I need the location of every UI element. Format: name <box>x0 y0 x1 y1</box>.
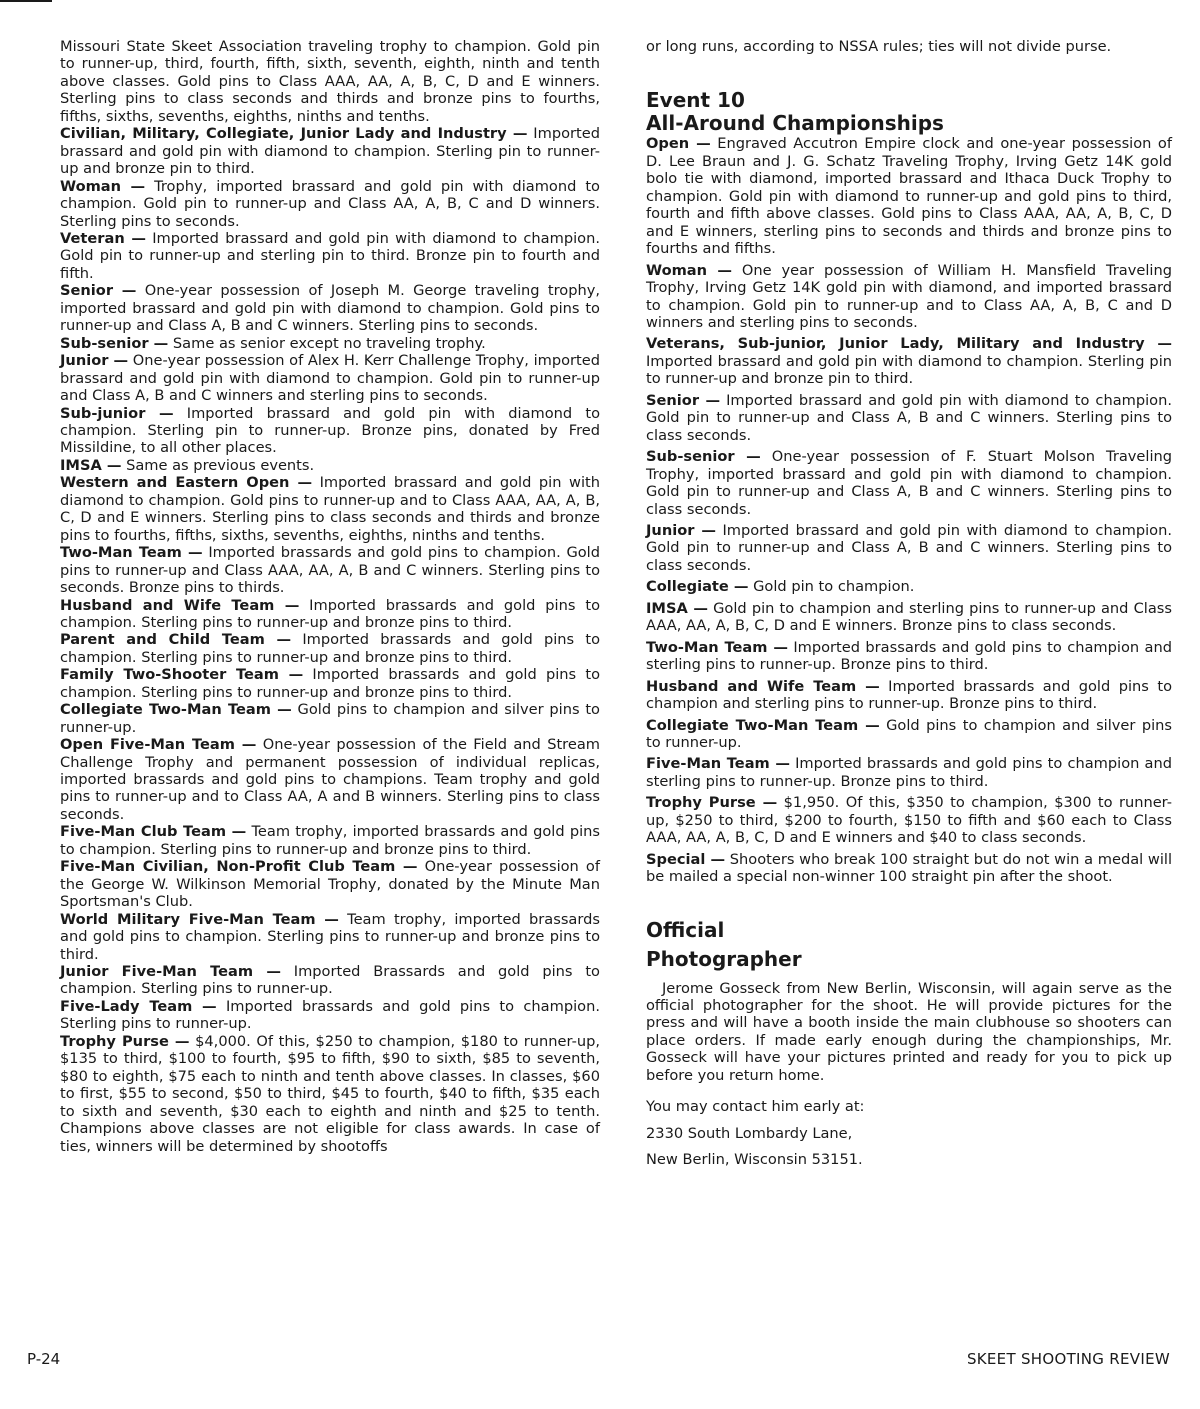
award-category: Junior Five-Man Team — <box>60 963 281 981</box>
award-category: Collegiate — <box>646 578 749 596</box>
award-category: Five-Man Team — <box>646 755 790 773</box>
award-paragraph <box>60 597 600 632</box>
award-category: Open Five-Man Team — <box>60 736 257 754</box>
award-description: Imported Brassards and gold pins to champion. Sterling pins to runner-up. <box>60 963 600 998</box>
award-paragraph <box>60 631 600 666</box>
award-paragraph <box>60 230 600 282</box>
award-category: IMSA — <box>60 456 122 474</box>
award-category: Veteran — <box>60 229 146 247</box>
award-category: Five-Man Civilian, Non-Profit Club Team — <box>60 858 418 876</box>
award-paragraph <box>60 998 600 1033</box>
award-paragraph <box>60 125 600 177</box>
award-paragraph <box>60 544 600 596</box>
award-paragraph <box>646 600 1172 635</box>
award-paragraph <box>60 911 600 963</box>
award-category: Husband and Wife Team — <box>60 596 300 614</box>
award-paragraph <box>646 522 1172 574</box>
award-category: Five-Man Club Team — <box>60 823 247 841</box>
award-description: One year possession of William H. Mansfield Traveling Trophy, Irving Getz 14K gold pin with diamond, and imported brassard to champion. Gold pin to runner-up and to Class AA, A, B, C and D winners and sterling pins to seconds. <box>646 261 1172 331</box>
award-description: Imported brassards and gold pins to champion and sterling pins to runner-up. Bronze pins to third. <box>646 677 1173 713</box>
continuation-text: or long runs, according to NSSA rules; ties will not divide purse. <box>646 38 1112 55</box>
publication-name: SKEET SHOOTING REVIEW <box>966 1350 1170 1368</box>
contact-intro: You may contact him early at: <box>646 1098 865 1116</box>
award-paragraph <box>60 823 600 858</box>
award-paragraph <box>646 851 1172 886</box>
page-number: P-24 <box>27 1350 61 1368</box>
award-paragraph <box>60 474 600 544</box>
award-description: Team trophy, imported brassards and gold pins to champion. Sterling pins to runner-up and bronze pins to third. <box>60 823 600 858</box>
award-paragraph <box>60 858 600 910</box>
award-category: Senior — <box>646 391 721 409</box>
award-paragraph <box>60 335 600 352</box>
award-paragraph <box>646 755 1172 790</box>
award-category: Junior — <box>646 521 716 539</box>
award-category: Veterans, Sub-junior, Junior Lady, Military and Industry — <box>646 335 1172 353</box>
award-category: Parent and Child Team — <box>60 631 292 649</box>
award-paragraph <box>60 963 600 998</box>
award-category: Sub-junior — <box>60 404 174 422</box>
award-category: Woman — <box>646 261 732 279</box>
award-description: Gold pins to champion and silver pins to runner-up. <box>60 701 600 736</box>
official-heading-line1: Official <box>646 917 725 942</box>
award-description: Engraved Accutron Empire clock and one-year possession of D. Lee Braun and J. G. Schatz Traveling Trophy, Irving Getz 14K gold bolo tie with diamond, imported brassard and Ithaca Duck Trophy to champion. Gold pin with diamond to runner-up and gold pins to third, fourth and fifth above classes. Gold pins to Class AAA, AA, A, B, C, D and E winners, sterling pins to seconds and thirds and bronze pins to fourths and fifths. <box>646 135 1172 258</box>
official-photographer-text: Jerome Gosseck from New Berlin, Wisconsin, will again serve as the official photographer for the shoot. He will provide pictures for the press and will have a booth inside the main clubhouse so shooters can place orders. If made early enough during the championships, Mr. Gosseck will have your pictures printed and ready for you to pick up before you return home. <box>646 979 1172 1084</box>
award-description: Shooters who break 100 straight but do not win a medal will be mailed a special non-winner 100 straight pin after the shoot. <box>646 850 1172 886</box>
award-category: Sub-senior — <box>646 448 761 466</box>
award-category: Five-Lady Team — <box>60 997 217 1015</box>
award-description: $1,950. Of this, $350 to champion, $300 to runner-up, $250 to third, $200 to fourth, $150 to fifth and $60 each to Class AAA, AA, A, B, C, D and E winners and $40 to class seconds. <box>646 794 1172 847</box>
award-description: Same as previous events. <box>121 456 315 474</box>
award-category: Senior — <box>60 282 137 300</box>
event-title: All-Around Championships <box>646 111 944 136</box>
award-category: Western and Eastern Open — <box>60 474 313 492</box>
award-paragraph <box>646 578 1172 595</box>
award-paragraph <box>646 717 1172 752</box>
award-category: Open — <box>646 135 711 153</box>
award-category: Two-Man Team — <box>646 638 788 656</box>
award-category: Two-Man Team — <box>60 544 203 562</box>
award-description: Imported brassard and gold pin with diamond to champion. Gold pin to runner-up and Class A, B and C winners. Sterling pins to class seconds. <box>646 521 1172 574</box>
award-description: Gold pin to champion. <box>748 578 915 596</box>
award-paragraph <box>60 1033 600 1155</box>
award-paragraph <box>646 335 1172 387</box>
award-paragraph <box>60 352 600 404</box>
award-description: Imported brassard and gold pin with diamond to champion. Gold pin to runner-up and sterling pin to third. Bronze pin to fourth and fifth. <box>60 229 600 282</box>
award-paragraph <box>60 405 600 457</box>
award-description: Missouri State Skeet Association traveling trophy to champion. Gold pin to runner-up, third, fourth, fifth, sixth, seventh, eighth, ninth and tenth above classes. Gold pins to Class AAA, AA, A, B, C, D and E winners. Sterling pins to class seconds and thirds and bronze pins to fourths, fifths, sixths, sevenths, eighths, ninths and tenths. <box>60 38 600 125</box>
award-description: One-year possession of the George W. Wilkinson Memorial Trophy, donated by the Minute Man Sportsman's Club. <box>60 858 600 911</box>
award-paragraph <box>646 135 1172 257</box>
address-line-2: New Berlin, Wisconsin 53151. <box>646 1151 863 1169</box>
award-category: Trophy Purse — <box>646 794 778 812</box>
award-description: Imported brassards and gold pins to champion. Sterling pins to runner-up. <box>60 997 600 1033</box>
award-paragraph <box>60 666 600 701</box>
award-paragraph <box>646 392 1172 444</box>
left-column <box>60 38 600 1155</box>
award-category: Woman — <box>60 177 146 195</box>
award-description: Gold pin to champion and sterling pins to runner-up and Class AAA, AA, A, B, C, D and E winners. Bronze pins to class seconds. <box>646 599 1172 635</box>
award-paragraph <box>60 178 600 230</box>
award-description: Imported brassards and gold pins to champion. Sterling pins to runner-up and bronze pins to third. <box>60 596 600 631</box>
award-description: One-year possession of the Field and Stream Challenge Trophy and permanent possession of individual replicas, imported brassards and gold pins to champions. Team trophy and gold pins to runner-up and to Class AA, A and B winners. Sterling pins to class seconds. <box>60 736 600 823</box>
award-paragraph <box>646 448 1172 518</box>
award-category: World Military Five-Man Team — <box>60 910 339 928</box>
award-description: Imported brassards and gold pins to champion and sterling pins to runner-up. Bronze pins to third. <box>646 755 1172 790</box>
award-description: Imported brassard and gold pin with diamond to champion. Sterling pin to runner-up. Bronze pins, donated by Fred Missildine, to all other places. <box>60 404 600 457</box>
award-description: Gold pins to champion and silver pins to runner-up. <box>646 716 1172 751</box>
award-description: Same as senior except no traveling trophy. <box>168 334 486 352</box>
award-description: One-year possession of Joseph M. George traveling trophy, imported brassard and gold pin with diamond to champion. Gold pins to runner-up and Class A, B and C winners. Sterling pins to seconds. <box>60 282 601 335</box>
address-line-1: 2330 South Lombardy Lane, <box>646 1124 853 1142</box>
award-paragraph <box>646 262 1172 332</box>
award-paragraph <box>646 639 1172 674</box>
award-description: Imported brassard and gold pin with diamond to champion. Gold pin to runner-up and Class A, B and C winners. Sterling pins to class seconds. <box>646 391 1172 444</box>
award-description: One-year possession of F. Stuart Molson Traveling Trophy, imported brassard and gold pin with diamond to champion. Gold pin to runner-up and Class A, B and C winners. Sterling pins to class seconds. <box>646 448 1173 518</box>
award-description: $4,000. Of this, $250 to champion, $180 to runner-up, $135 to third, $100 to fourth, $95 to fifth, $90 to sixth, $85 to seventh, $80 to eighth, $75 each to ninth and tenth above classes. In classes, $60 to first, $55 to second, $50 to third, $45 to fourth, $40 to fifth, $35 each to sixth and seventh, $30 each to eighth and ninth and $25 to tenth. Champions above classes are not eligible for class awards. In case of ties, winners will be determined by shootoffs <box>60 1032 600 1155</box>
award-description: Imported brassard and gold pin with diamond to champion. Sterling pin to runner-up and bronze pin to third. <box>60 125 600 178</box>
award-description: Imported brassards and gold pins to champion. Sterling pins to runner-up and bronze pins to third. <box>60 631 601 666</box>
top-rule <box>0 0 52 2</box>
award-description: Team trophy, imported brassards and gold pins to champion. Sterling pins to runner-up and bronze pins to third. <box>60 910 600 963</box>
award-category: Civilian, Military, Collegiate, Junior Lady and Industry — <box>60 125 528 143</box>
award-paragraph <box>60 38 600 125</box>
award-paragraph <box>60 701 600 736</box>
award-category: Sub-senior — <box>60 334 169 352</box>
official-heading-line2: Photographer <box>646 946 802 971</box>
award-description: Imported brassards and gold pins to champion. Sterling pins to runner-up and bronze pins to third. <box>60 666 600 701</box>
award-category: IMSA — <box>646 599 708 617</box>
award-category: Collegiate Two-Man Team — <box>646 716 880 734</box>
award-category: Husband and Wife Team — <box>646 677 880 695</box>
award-paragraph <box>60 457 600 474</box>
award-category: Junior — <box>60 352 129 370</box>
event-10-awards <box>646 135 1172 885</box>
award-description: Imported brassards and gold pins to champion. Gold pins to runner-up and Class AAA, AA, A, B and C winners. Sterling pins to seconds. Bronze pins to thirds. <box>60 544 600 597</box>
award-paragraph <box>646 678 1172 713</box>
award-description: Imported brassard and gold pin with diamond to champion. Gold pins to runner-up and to Class AAA, AA, A, B, C, D and E winners. Sterling pins to class seconds and thirds and bronze pins to fourths, fifths, sixths, sevenths, eighths, ninths and tenths. <box>60 474 600 544</box>
award-category: Collegiate Two-Man Team — <box>60 701 292 719</box>
award-paragraph <box>646 794 1172 846</box>
award-paragraph <box>60 736 600 823</box>
award-description: Imported brassard and gold pin with diamond to champion. Sterling pin to runner-up and bronze pin to third. <box>646 352 1172 388</box>
award-category: Family Two-Shooter Team — <box>60 666 304 684</box>
award-description: Trophy, imported brassard and gold pin with diamond to champion. Gold pin to runner-up and Class AA, A, B, C and D winners. Sterling pins to seconds. <box>60 177 600 230</box>
event-number: Event 10 <box>646 88 745 113</box>
award-description: One-year possession of Alex H. Kerr Challenge Trophy, imported brassard and gold pin with diamond to champion. Gold pin to runner-up and Class A, B and C winners and sterling pins to seconds. <box>60 352 600 405</box>
award-description: Imported brassards and gold pins to champion and sterling pins to runner-up. Bronze pins to third. <box>646 638 1172 674</box>
award-category: Trophy Purse — <box>60 1032 190 1050</box>
award-category: Special — <box>646 850 726 868</box>
right-column <box>646 38 1172 1178</box>
award-paragraph <box>60 282 600 334</box>
